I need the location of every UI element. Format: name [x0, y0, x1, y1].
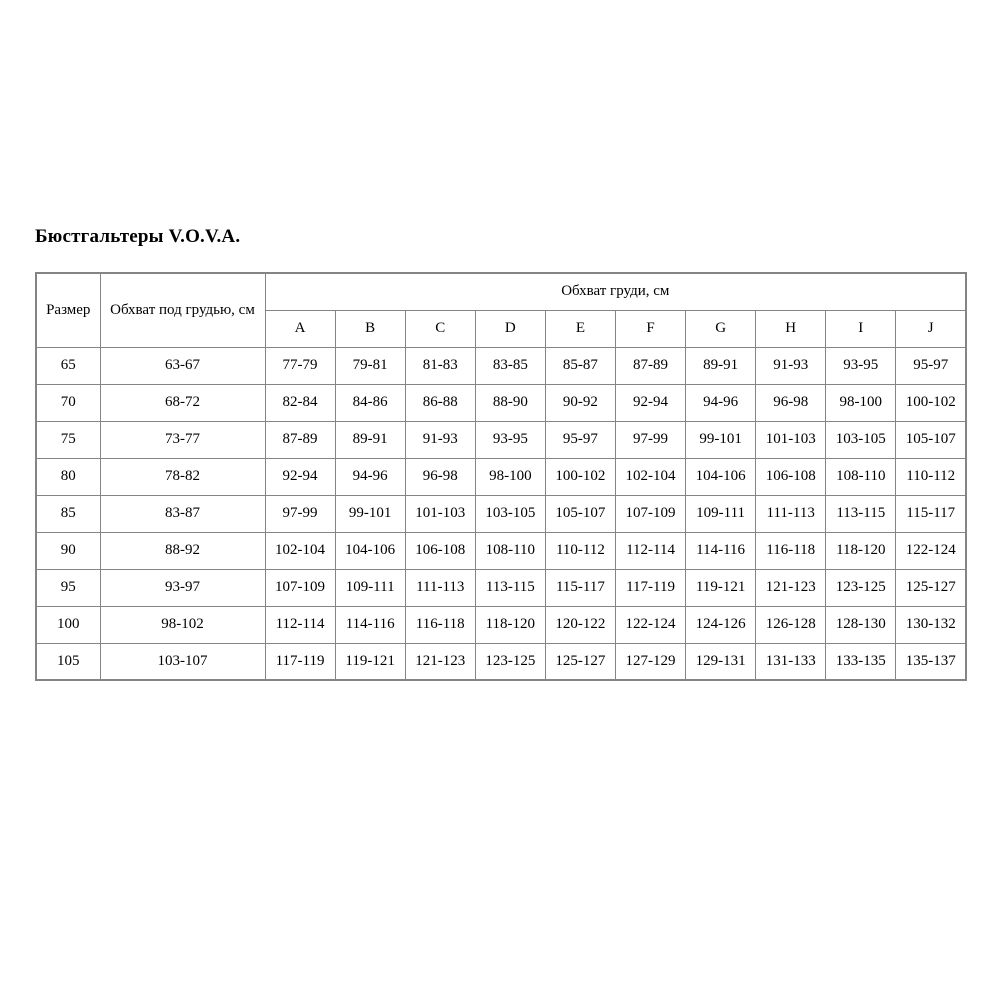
cell-cup-C: 81-83 [405, 347, 475, 384]
header-underbust: Обхват под грудью, см [100, 273, 265, 347]
cell-cup-H: 126-128 [756, 606, 826, 643]
cell-cup-A: 107-109 [265, 569, 335, 606]
cell-cup-G: 124-126 [686, 606, 756, 643]
cell-cup-B: 94-96 [335, 458, 405, 495]
cell-cup-B: 89-91 [335, 421, 405, 458]
cell-cup-E: 125-127 [545, 643, 615, 680]
cell-cup-A: 87-89 [265, 421, 335, 458]
cell-cup-A: 92-94 [265, 458, 335, 495]
cell-cup-B: 114-116 [335, 606, 405, 643]
cell-cup-G: 104-106 [686, 458, 756, 495]
cell-cup-F: 87-89 [615, 347, 685, 384]
cell-cup-E: 90-92 [545, 384, 615, 421]
cell-size: 105 [36, 643, 100, 680]
cell-cup-D: 118-120 [475, 606, 545, 643]
cell-cup-J: 100-102 [896, 384, 966, 421]
cell-cup-C: 91-93 [405, 421, 475, 458]
cell-cup-G: 119-121 [686, 569, 756, 606]
cell-cup-C: 121-123 [405, 643, 475, 680]
cell-cup-D: 98-100 [475, 458, 545, 495]
cell-cup-E: 105-107 [545, 495, 615, 532]
cell-cup-H: 106-108 [756, 458, 826, 495]
cell-cup-E: 115-117 [545, 569, 615, 606]
cell-cup-H: 91-93 [756, 347, 826, 384]
cell-cup-D: 103-105 [475, 495, 545, 532]
cell-cup-G: 94-96 [686, 384, 756, 421]
cell-cup-I: 98-100 [826, 384, 896, 421]
cell-cup-H: 131-133 [756, 643, 826, 680]
cell-cup-I: 93-95 [826, 347, 896, 384]
cell-underbust: 73-77 [100, 421, 265, 458]
cell-cup-D: 83-85 [475, 347, 545, 384]
cell-cup-G: 109-111 [686, 495, 756, 532]
cell-cup-J: 115-117 [896, 495, 966, 532]
cell-cup-J: 125-127 [896, 569, 966, 606]
table-row [36, 643, 966, 680]
table-header [36, 273, 966, 347]
cell-cup-F: 102-104 [615, 458, 685, 495]
cell-cup-I: 123-125 [826, 569, 896, 606]
table-row [36, 384, 966, 421]
cell-cup-F: 97-99 [615, 421, 685, 458]
cell-cup-I: 128-130 [826, 606, 896, 643]
cell-underbust: 88-92 [100, 532, 265, 569]
cell-size: 95 [36, 569, 100, 606]
cell-cup-F: 107-109 [615, 495, 685, 532]
cell-cup-A: 82-84 [265, 384, 335, 421]
cell-cup-H: 116-118 [756, 532, 826, 569]
header-cup-D: D [475, 310, 545, 347]
cell-underbust: 63-67 [100, 347, 265, 384]
cell-cup-H: 96-98 [756, 384, 826, 421]
header-cup-I: I [826, 310, 896, 347]
cell-cup-A: 102-104 [265, 532, 335, 569]
cell-cup-A: 112-114 [265, 606, 335, 643]
cell-cup-F: 92-94 [615, 384, 685, 421]
cell-cup-E: 120-122 [545, 606, 615, 643]
table-row [36, 421, 966, 458]
cell-cup-G: 129-131 [686, 643, 756, 680]
cell-cup-J: 110-112 [896, 458, 966, 495]
cell-size: 75 [36, 421, 100, 458]
cell-cup-H: 101-103 [756, 421, 826, 458]
cell-cup-H: 111-113 [756, 495, 826, 532]
cell-cup-B: 109-111 [335, 569, 405, 606]
cell-cup-I: 113-115 [826, 495, 896, 532]
cell-cup-F: 122-124 [615, 606, 685, 643]
cell-cup-C: 96-98 [405, 458, 475, 495]
cell-size: 65 [36, 347, 100, 384]
cell-cup-D: 108-110 [475, 532, 545, 569]
cell-cup-I: 118-120 [826, 532, 896, 569]
table-row [36, 347, 966, 384]
cell-cup-J: 105-107 [896, 421, 966, 458]
cell-size: 100 [36, 606, 100, 643]
cell-cup-B: 119-121 [335, 643, 405, 680]
cell-size: 70 [36, 384, 100, 421]
size-chart-table [35, 272, 967, 681]
cell-cup-C: 106-108 [405, 532, 475, 569]
header-cup-E: E [545, 310, 615, 347]
table-row [36, 458, 966, 495]
table-row [36, 606, 966, 643]
header-cup-A: A [265, 310, 335, 347]
header-cup-H: H [756, 310, 826, 347]
cell-underbust: 103-107 [100, 643, 265, 680]
table-body [36, 347, 966, 680]
cell-cup-C: 111-113 [405, 569, 475, 606]
cell-cup-A: 117-119 [265, 643, 335, 680]
cell-cup-D: 93-95 [475, 421, 545, 458]
header-cup-J: J [896, 310, 966, 347]
cell-cup-A: 77-79 [265, 347, 335, 384]
cell-cup-F: 112-114 [615, 532, 685, 569]
cell-cup-A: 97-99 [265, 495, 335, 532]
cell-underbust: 78-82 [100, 458, 265, 495]
cell-underbust: 68-72 [100, 384, 265, 421]
cell-cup-C: 101-103 [405, 495, 475, 532]
cell-cup-E: 100-102 [545, 458, 615, 495]
cell-cup-J: 130-132 [896, 606, 966, 643]
cell-cup-I: 108-110 [826, 458, 896, 495]
header-cup-B: B [335, 310, 405, 347]
cell-cup-F: 127-129 [615, 643, 685, 680]
cell-cup-J: 122-124 [896, 532, 966, 569]
table-header-row-top [36, 273, 966, 310]
cell-cup-F: 117-119 [615, 569, 685, 606]
cell-cup-E: 95-97 [545, 421, 615, 458]
cell-cup-B: 84-86 [335, 384, 405, 421]
header-cup-F: F [615, 310, 685, 347]
table-row [36, 495, 966, 532]
table-row [36, 569, 966, 606]
cell-cup-D: 123-125 [475, 643, 545, 680]
cell-underbust: 83-87 [100, 495, 265, 532]
cell-cup-G: 114-116 [686, 532, 756, 569]
header-cup-C: C [405, 310, 475, 347]
cell-underbust: 93-97 [100, 569, 265, 606]
cell-cup-G: 99-101 [686, 421, 756, 458]
cell-cup-B: 99-101 [335, 495, 405, 532]
header-bust-group: Обхват груди, см [265, 273, 966, 310]
cell-cup-I: 103-105 [826, 421, 896, 458]
cell-size: 90 [36, 532, 100, 569]
header-size: Размер [36, 273, 100, 347]
cell-cup-B: 79-81 [335, 347, 405, 384]
cell-cup-J: 135-137 [896, 643, 966, 680]
cell-cup-C: 116-118 [405, 606, 475, 643]
cell-cup-I: 133-135 [826, 643, 896, 680]
cell-cup-J: 95-97 [896, 347, 966, 384]
cell-cup-G: 89-91 [686, 347, 756, 384]
cell-cup-C: 86-88 [405, 384, 475, 421]
cell-cup-D: 113-115 [475, 569, 545, 606]
cell-size: 80 [36, 458, 100, 495]
cell-cup-B: 104-106 [335, 532, 405, 569]
page-title: Бюстгальтеры V.O.V.A. [35, 226, 241, 247]
cell-cup-E: 110-112 [545, 532, 615, 569]
cell-cup-H: 121-123 [756, 569, 826, 606]
cell-cup-E: 85-87 [545, 347, 615, 384]
cell-cup-D: 88-90 [475, 384, 545, 421]
header-cup-G: G [686, 310, 756, 347]
cell-size: 85 [36, 495, 100, 532]
table-row [36, 532, 966, 569]
cell-underbust: 98-102 [100, 606, 265, 643]
